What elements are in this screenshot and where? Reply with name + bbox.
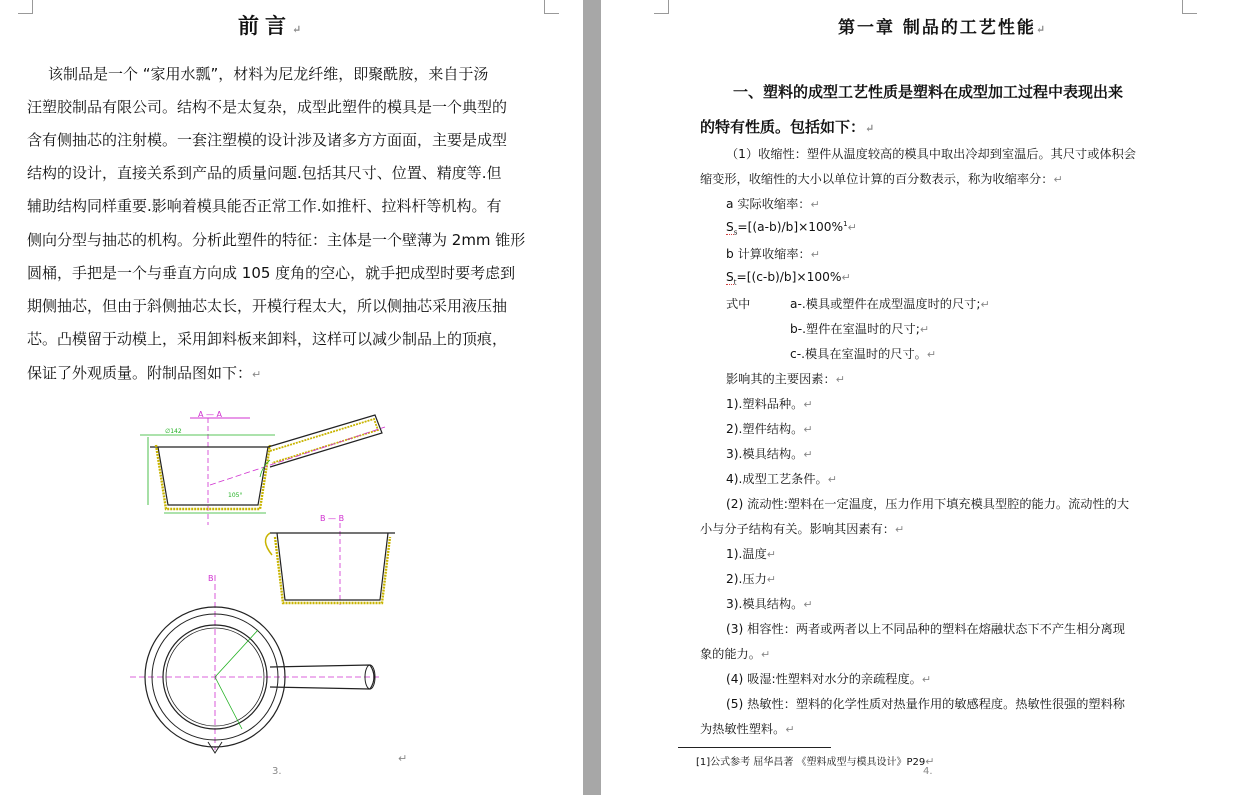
margin-corner-mark bbox=[18, 0, 33, 14]
paragraph-line: 芯。凸模留于动模上，采用卸料板来卸料，这样可以减少制品上的顶痕， bbox=[27, 330, 508, 348]
paragraph-mark: ↵ bbox=[398, 752, 408, 765]
margin-corner-mark bbox=[544, 0, 559, 14]
paragraph-line: 圆桶，手把是一个与垂直方向成 105 度角的空心，就手把成型时要考虑到 bbox=[27, 264, 516, 282]
svg-text:B: B bbox=[208, 574, 214, 583]
footnote: [1]公式参考 屈华昌著 《塑料成型与模具设计》P29↵ bbox=[696, 755, 935, 768]
footnote-separator bbox=[678, 747, 831, 748]
where-label: 式中 bbox=[726, 297, 751, 311]
shrinkage-paragraph: （1）收缩性：塑件从温度较高的模具中取出冷却到室温后。其尺寸或体积会 bbox=[726, 147, 1136, 161]
paragraph-line: 侧向分型与抽芯的机构。分析此塑件的特征：主体是一个壁薄为 2mm 锥形 bbox=[27, 231, 526, 249]
flow-factor-item: 1).温度↵ bbox=[726, 547, 776, 561]
calc-shrinkage-label: b 计算收缩率：↵ bbox=[726, 247, 820, 261]
compatibility-paragraph: 象的能力。↵ bbox=[700, 647, 771, 661]
margin-corner-mark bbox=[654, 0, 669, 14]
factor-item: 2).塑件结构。↵ bbox=[726, 422, 813, 436]
flowability-paragraph: (2) 流动性:塑料在一定温度，压力作用下填充模具型腔的能力。流动性的大 bbox=[726, 497, 1130, 511]
section-bb-view bbox=[265, 514, 395, 605]
flow-factor-item: 2).压力↵ bbox=[726, 572, 776, 586]
paragraph-line: 含有侧抽芯的注射模。一套注塑模的设计涉及诸多方方面面，主要是成型 bbox=[27, 131, 508, 149]
margin-corner-mark bbox=[1182, 0, 1197, 14]
factor-item: 4).成型工艺条件。↵ bbox=[726, 472, 837, 486]
where-item: c-.模具在室温时的尺寸。↵ bbox=[790, 347, 937, 361]
section-heading: 一、塑料的成型工艺性质是塑料在成型加工过程中表现出来 bbox=[733, 83, 1124, 101]
page-number: 3. bbox=[272, 766, 282, 777]
page-gap bbox=[583, 0, 601, 795]
factor-item: 1).塑料品种。↵ bbox=[726, 397, 813, 411]
factors-label: 影响其的主要因素：↵ bbox=[726, 372, 845, 386]
product-drawing bbox=[120, 405, 420, 765]
section-aa-view bbox=[140, 410, 385, 525]
document-page-4 bbox=[601, 0, 1233, 795]
where-item: b-.塑件在室温时的尺寸;↵ bbox=[790, 322, 930, 336]
where-item: a-.模具或塑件在成型温度时的尺寸;↵ bbox=[790, 297, 990, 311]
paragraph-line: 该制品是一个 “家用水瓢”，材料为尼龙纤维，即聚酰胺，来自于汤 bbox=[48, 65, 489, 83]
document-page-3 bbox=[0, 0, 583, 795]
paragraph-line: 结构的设计，直接关系到产品的质量问题.包括其尺寸、位置、精度等.但 bbox=[27, 164, 502, 182]
thermal-sensitivity-paragraph: (5) 热敏性：塑料的化学性质对热量作用的敏感程度。热敏性很强的塑料称 bbox=[726, 697, 1125, 711]
formula-calc: $S_t=[(c-b)/b]\times 100\%↵$ bbox=[726, 270, 851, 287]
page-number: 4. bbox=[923, 766, 933, 777]
chapter-title: 第一章 制品的工艺性能↵ bbox=[838, 18, 1048, 38]
page-title: 前言↵ bbox=[238, 13, 308, 38]
actual-shrinkage-label: a 实际收缩率：↵ bbox=[726, 197, 820, 211]
plan-view bbox=[130, 574, 380, 753]
flow-factor-item: 3).模具结构。↵ bbox=[726, 597, 813, 611]
flowability-paragraph: 小与分子结构有关。影响其因素有：↵ bbox=[700, 522, 905, 536]
thermal-sensitivity-paragraph: 为热敏性塑料。↵ bbox=[700, 722, 795, 736]
svg-text:∅142: ∅142 bbox=[165, 428, 182, 435]
factor-item: 3).模具结构。↵ bbox=[726, 447, 813, 461]
compatibility-paragraph: (3) 相容性：两者或两者以上不同品种的塑料在熔融状态下不产生相分离现 bbox=[726, 622, 1125, 636]
paragraph-line: 期侧抽芯，但由于斜侧抽芯太长，开模行程太大，所以侧抽芯采用液压抽 bbox=[27, 297, 508, 315]
section-aa-label: A — A bbox=[198, 410, 223, 419]
paragraph-line: 汪塑胶制品有限公司。结构不是太复杂，成型此塑件的模具是一个典型的 bbox=[27, 98, 508, 116]
section-heading: 的特有性质。包括如下：↵ bbox=[700, 118, 875, 136]
formula-actual: $S_s=[(a-b)/b]\times 100\%^1↵$ bbox=[726, 220, 857, 237]
section-bb-label: B — B bbox=[320, 514, 345, 523]
paragraph-line: 辅助结构同样重要.影响着模具能否正常工作.如推杆、拉料杆等机构。有 bbox=[27, 197, 502, 215]
paragraph-line: 保证了外观质量。附制品图如下：↵ bbox=[27, 364, 262, 382]
shrinkage-paragraph: 缩变形，收缩性的大小以单位计算的百分数表示，称为收缩率分：↵ bbox=[700, 172, 1063, 186]
moisture-paragraph: (4) 吸湿:性塑料对水分的亲疏程度。↵ bbox=[726, 672, 932, 686]
angle-label: 105° bbox=[228, 492, 243, 499]
